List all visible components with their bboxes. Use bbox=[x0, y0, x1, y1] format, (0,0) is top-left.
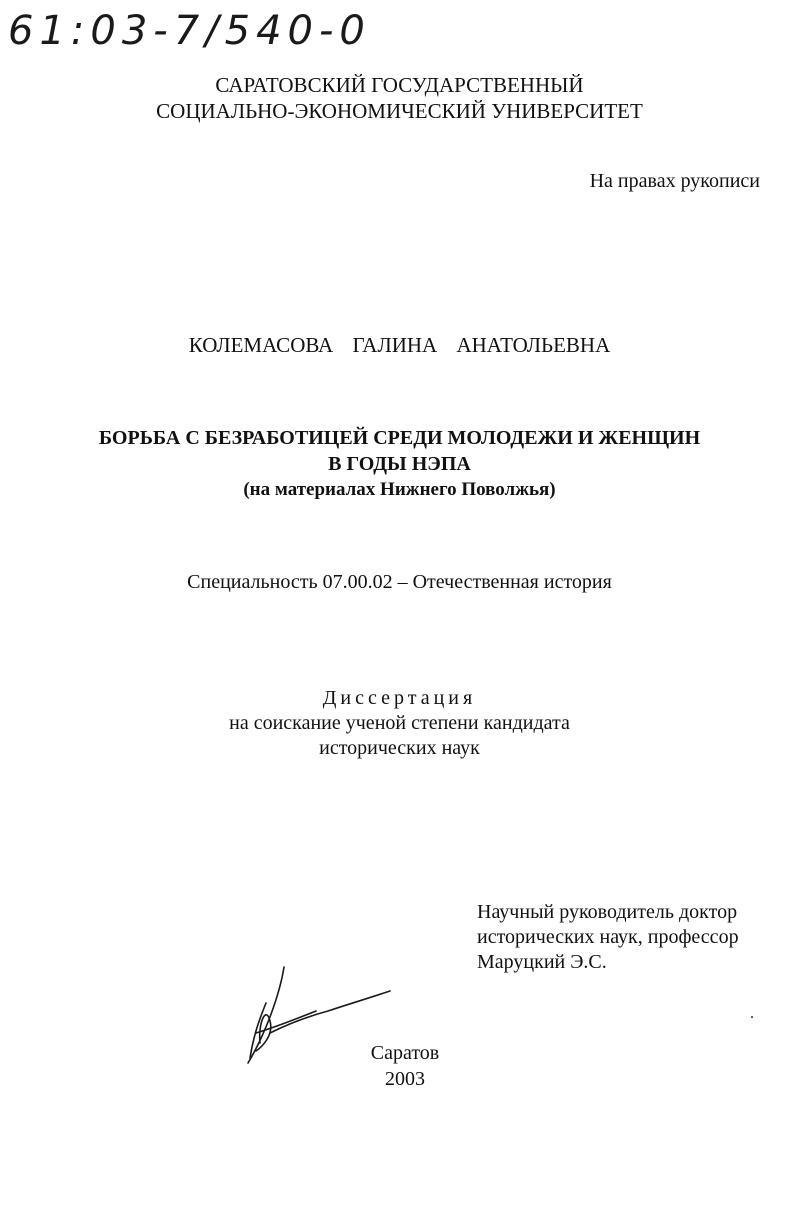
city-year bbox=[330, 1040, 480, 1092]
speck bbox=[751, 1016, 753, 1018]
supervisor-line-1: Научный руководитель доктор bbox=[477, 901, 738, 923]
city: Саратов bbox=[370, 1042, 440, 1064]
year: 2003 bbox=[385, 1068, 425, 1090]
dissertation-title bbox=[0, 425, 799, 503]
dissertation-field: исторических наук bbox=[319, 737, 480, 759]
supervisor-name: Маруцкий Э.С. bbox=[477, 951, 607, 973]
dissertation-degree: на соискание ученой степени кандидата bbox=[229, 712, 570, 734]
author-name: КОЛЕМАСОВА ГАЛИНА АНАТОЛЬЕВНА bbox=[188, 333, 611, 357]
title-subtitle: (на материалах Нижнего Поволжья) bbox=[243, 479, 556, 500]
university-name bbox=[0, 72, 799, 124]
university-line-1: САРАТОВСКИЙ ГОСУДАРСТВЕННЫЙ bbox=[215, 73, 584, 97]
archive-code-text: 61:03-7/540-0 bbox=[8, 8, 371, 54]
title-line-1: БОРЬБА С БЕЗРАБОТИЦЕЙ СРЕДИ МОЛОДЕЖИ И ЖЕНЩИН bbox=[98, 427, 701, 449]
title-line-2: В ГОДЫ НЭПА bbox=[328, 453, 471, 475]
university-line-2: СОЦИАЛЬНО-ЭКОНОМИЧЕСКИЙ УНИВЕРСИТЕТ bbox=[156, 99, 643, 123]
supervisor-line-2: исторических наук, профессор bbox=[477, 926, 739, 948]
dissertation-info bbox=[0, 686, 799, 761]
handwritten-archive-code bbox=[8, 2, 478, 54]
dissertation-heading: Диссертация bbox=[322, 687, 477, 709]
specialty: Специальность 07.00.02 – Отечественная история bbox=[187, 571, 612, 593]
supervisor-block bbox=[477, 900, 777, 975]
rights-note: На правах рукописи bbox=[589, 170, 760, 192]
